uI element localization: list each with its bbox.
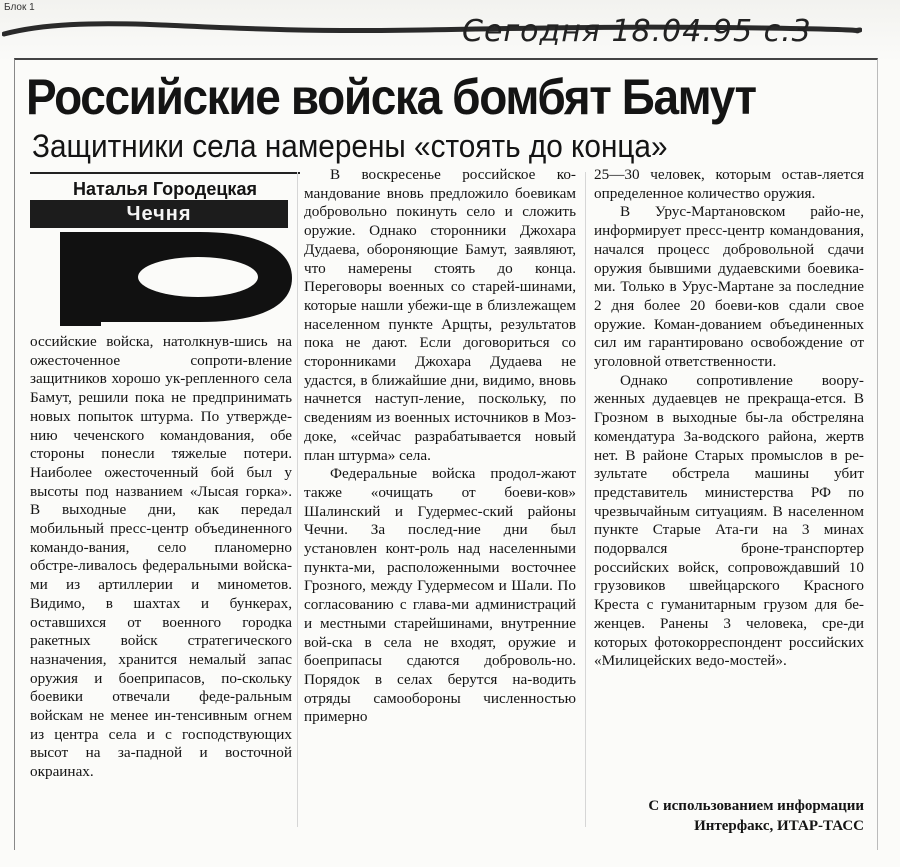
paragraph: 25—30 человек, которым остав-ляется определенное количество оружия. — [594, 166, 864, 202]
article-column-2 — [304, 166, 576, 727]
article-column-3 — [594, 166, 864, 671]
drop-cap — [30, 230, 292, 330]
rubric-label: Чечня — [30, 200, 288, 228]
subheadline: Защитники села намерены «стоять до конца» — [32, 128, 668, 164]
source-credit — [594, 796, 864, 836]
handwritten-note: Сегодня 18.04.95 с.3 — [462, 14, 812, 49]
headline: Российские войска бомбят Бамут — [26, 69, 756, 125]
paragraph: В Урус-Мартановском райо-не, информирует пресс-центр командования, начался процесс добровольной сдачи оружия бывшими дудаевскими боевика-ми. Только в Урус-Мартане за последние 2 дня более 20 боеви-ков сдали свое оружие. Коман-дованием объединенных сил им гарантировано освобождение от уголовной ответственности. — [594, 203, 864, 371]
clipping-label: Блок 1 — [4, 2, 35, 13]
paragraph: Однако сопротивление воору-женных дудаевцев не прекраща-ется. В Грозном в выходные бы-ла обстреляна комендатура За-водского района, жертв нет. В районе Старых промыслов в ре-зультате обстрела машины убит представитель министерства РФ по чрезвычайным ситуациям. В населенном пункте Старые Ата-ги на 3 минах подорвался броне-транспортер российских войск, сопровождавший 10 грузовиков швейцарского Красного Креста с гуманитарным грузом для бе-женцев. Ранены 3 человека, сре-ди которых фотокорреспондент российских «Милицейских ведо-мостей». — [594, 371, 864, 670]
column-divider — [585, 172, 586, 827]
column-divider — [297, 172, 298, 827]
author-byline: Наталья Городецкая — [73, 179, 257, 199]
paragraph: В воскресенье российское ко-мандование вновь предложило боевикам добровольно покинуть село и сложить оружие. Однако сторонники Джохара Дудаева, обороняющие Бамут, заявляют, что намерены стоять до конца. Переговоры военных со старей-шинами, которые нашли убежи-ще в близлежащем населенном пункте Арщты, результатов пока не дают. Если договориться со сторонниками Джохара Дудаева не удастся, в ближайшие дни, видимо, вновь начнется наступ-ление, поскольку, по сведениям из военных источников в Моз-доке, «сейчас разрабатывается новый план штурма» села. — [304, 166, 576, 464]
article-column-1 — [30, 333, 292, 782]
paragraph: Федеральные войска продол-жают также «очищать от боеви-ков» Шалинский и Гудермес-ский районы Чечни. За послед-ние дни был установлен конт-роль над населенными пункта-ми, расположенными восточнее Грозного, между Гудермесом и Шали. По согласованию с глава-ми администраций и местными старейшинами, внутренние вой-ска в села не входят, оружие и боеприпасы сдаются доброволь-но. Порядок в селах берутся на-водить отряды самообороны численностью примерно — [304, 465, 576, 726]
credit-sources: Интерфакс, ИТАР-ТАСС — [694, 818, 864, 834]
paragraph: оссийские войска, натолкнув-шись на ожесточенное сопроти-вление защитников хорошо ук-репленного села Бамут, решили пока не предпринимать новых попыток штурма. По утвержде-нию чеченского командования, обе стороны понесли тяжелые потери. Наиболее ожесточенный бой был у высоты под названием «Лысая горка». В выходные дни, как передал мобильный пресс-центр объединенного командо-вания, село планомерно обстре-ливалось федеральными войска-ми из артиллерии и минометов. Видимо, в шахтах и бункерах, оставшихся от военного городка ракетных войск стратегического назначения, хранится немалый запас оружия и боеприпасов, по-скольку боевики отвечали феде-ральным войскам не менее ин-тенсивным огнем из центра села и с господствующих высот на за-падной и восточной окраинах. — [30, 333, 292, 781]
credit-line: С использованием информации — [648, 798, 864, 814]
byline-rule — [30, 172, 300, 174]
